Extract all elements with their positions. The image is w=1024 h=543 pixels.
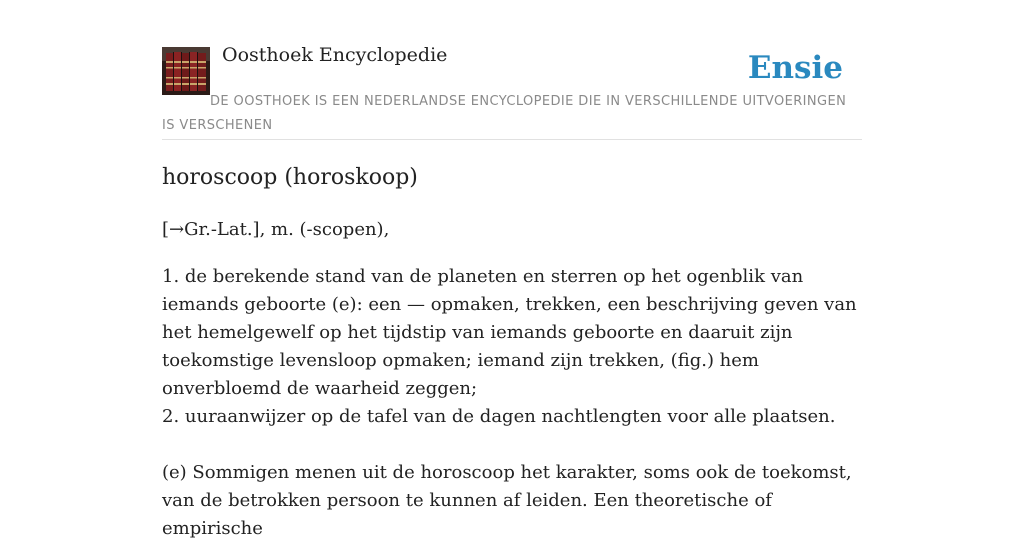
site-title[interactable]: Oosthoek Encyclopedie	[222, 44, 448, 66]
entry-note: (e) Sommigen menen uit de horoscoop het karakter, soms ook de toekomst, van de betrokken persoon te kunnen af leiden. Een theoretische of empirische	[162, 462, 852, 539]
entry-definition	[162, 263, 862, 431]
entry-etymology: [→Gr.-Lat.], m. (-scopen),	[162, 219, 390, 240]
page-container	[162, 0, 862, 539]
site-header	[162, 0, 862, 140]
entry-title: horoscoop (horoskoop)	[162, 165, 418, 190]
definition-item: 1. de berekende stand van de planeten en sterren op het ogenblik van iemands geboorte (e): een — opmaken, trekken, een beschrijving geven van het hemelgewelf op het tijdstip van iemands geboorte en daaruit zijn toekomstige levensloop opmaken; iemand zijn trekken, (fig.) hem onverbloemd de waarheid zeggen;	[162, 266, 857, 399]
site-tagline: DE OOSTHOEK IS EEN NEDERLANDSE ENCYCLOPEDIE DIE IN VERSCHILLENDE UITVOERINGEN IS VERSCHENEN	[162, 94, 847, 133]
brand-link[interactable]: Ensie	[747, 50, 843, 86]
encyclopedia-books-icon[interactable]	[162, 47, 210, 95]
definition-item: 2. uuraanwijzer op de tafel van de dagen nachtlengten voor alle plaatsen.	[162, 406, 836, 427]
